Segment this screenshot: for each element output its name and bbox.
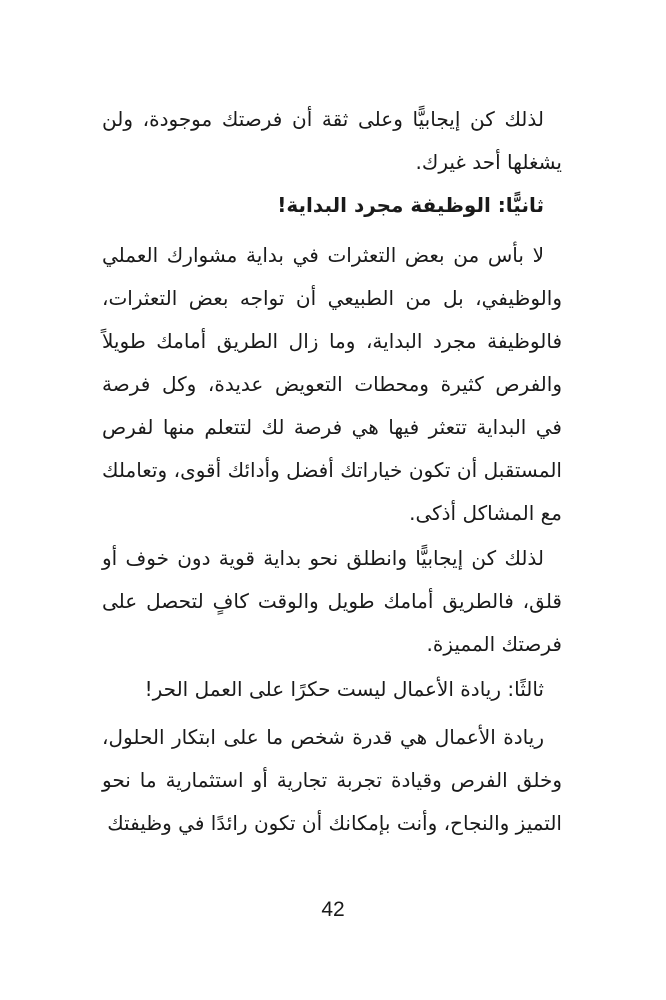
heading-text: ثانيًّا: الوظيفة مجرد البداية!	[277, 193, 544, 217]
paragraph-text: لذلك كن إيجابيًّا وعلى ثقة أن فرصتك موجودة، ولن يشغلها أحد غيرك.	[102, 107, 562, 174]
paragraph-strong-start	[102, 537, 562, 666]
paragraph-job-beginning	[102, 234, 562, 535]
heading-text: ثالثًا: ريادة الأعمال ليست حكرًا على العمل الحر!	[144, 677, 544, 701]
section-heading-third	[102, 668, 562, 711]
page-number: 42	[321, 898, 345, 921]
paragraph-text: لا بأس من بعض التعثرات في بداية مشوارك العملي والوظيفي، بل من الطبيعي أن تواجه بعض التعثرات، فالوظيفة مجرد البداية، وما زال الطريق أمامك طويلاً والفرص كثيرة ومحطات التعويض عديدة، وكل فرصة في البداية تتعثر فيها هي فرصة لك لتتعلم منها لفرص المستقبل أن تكون خياراتك أفضل وأدائك أقوى، وتعاملك مع المشاكل أذكى.	[102, 243, 562, 525]
paragraph-positivity	[102, 98, 562, 184]
paragraph-entrepreneurship	[102, 716, 562, 845]
paragraph-text: ريادة الأعمال هي قدرة شخص ما على ابتكار الحلول، وخلق الفرص وقيادة تجربة تجارية أو استثمارية ما نحو التميز والنجاح، وأنت بإمكانك أن تكون رائدًا في وظيفتك	[102, 725, 562, 835]
section-heading-second	[102, 184, 562, 227]
paragraph-text: لذلك كن إيجابيًّا وانطلق نحو بداية قوية دون خوف أو قلق، فالطريق أمامك طويل والوقت كافٍ لتحصل على فرصتك المميزة.	[102, 546, 562, 656]
